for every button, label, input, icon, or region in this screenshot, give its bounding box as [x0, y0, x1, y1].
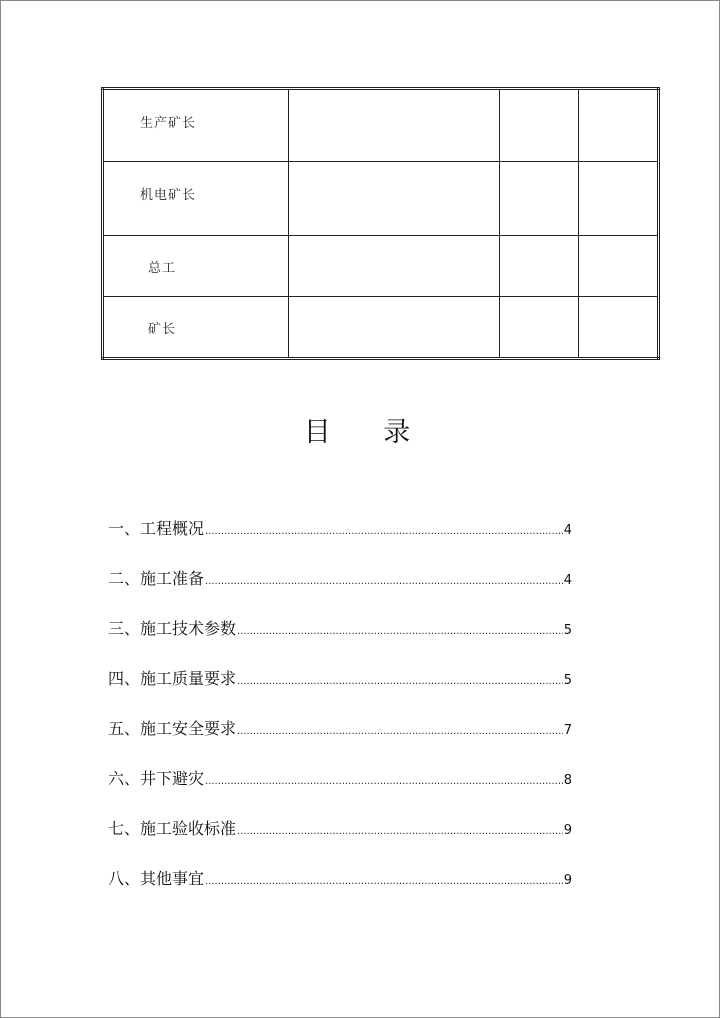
signature-cell [289, 89, 500, 162]
role-cell [103, 162, 289, 236]
date-cell [579, 236, 659, 297]
toc-entry[interactable] [108, 566, 572, 616]
table-row [103, 236, 659, 297]
toc-leader-dots [205, 576, 563, 587]
toc-entry[interactable] [108, 666, 572, 716]
toc-entry-page: 8 [563, 773, 572, 788]
toc-entry[interactable] [108, 516, 572, 566]
date-cell [579, 297, 659, 359]
toc-entry[interactable] [108, 716, 572, 766]
toc-leader-dots [237, 726, 563, 737]
opinion-cell [500, 89, 579, 162]
toc-leader-dots [205, 776, 563, 787]
role-cell [103, 297, 289, 359]
toc-entry[interactable] [108, 866, 572, 916]
toc-entry-label: 七、施工验收标准 [108, 819, 237, 838]
role-cell [103, 89, 289, 162]
opinion-cell [500, 162, 579, 236]
signature-cell [289, 297, 500, 359]
toc-entry-label: 三、施工技术参数 [108, 619, 237, 638]
role-label: 矿长 [148, 321, 177, 337]
toc-entry-label: 二、施工准备 [108, 569, 205, 588]
toc-entry-label: 四、施工质量要求 [108, 669, 237, 688]
table-of-contents [108, 516, 572, 916]
toc-entry-page: 9 [563, 823, 572, 838]
toc-title: 目 录 [303, 417, 433, 448]
toc-entry-page: 7 [563, 723, 572, 738]
toc-leader-dots [205, 876, 563, 887]
date-cell [579, 89, 659, 162]
toc-leader-dots [237, 626, 563, 637]
role-label: 生产矿长 [140, 116, 197, 131]
signature-cell [289, 236, 500, 297]
toc-entry-label: 八、其他事宜 [108, 869, 205, 888]
date-cell [579, 162, 659, 236]
table-row [103, 162, 659, 236]
toc-entry-label: 一、工程概况 [108, 519, 205, 538]
toc-entry[interactable] [108, 616, 572, 666]
toc-entry-page: 5 [563, 623, 572, 638]
toc-leader-dots [237, 826, 563, 837]
table-row [103, 297, 659, 359]
toc-leader-dots [205, 526, 563, 537]
opinion-cell [500, 297, 579, 359]
role-label: 总工 [148, 260, 177, 276]
toc-entry-page: 5 [563, 673, 572, 688]
signature-cell [289, 162, 500, 236]
toc-entry[interactable] [108, 766, 572, 816]
table-row [103, 89, 659, 162]
toc-leader-dots [237, 676, 563, 687]
toc-entry[interactable] [108, 816, 572, 866]
toc-entry-page: 9 [563, 873, 572, 888]
toc-entry-label: 六、井下避灾 [108, 769, 205, 788]
toc-entry-label: 五、施工安全要求 [108, 719, 237, 738]
role-label: 机电矿长 [140, 188, 197, 203]
role-cell [103, 236, 289, 297]
signature-table [101, 87, 660, 360]
opinion-cell [500, 236, 579, 297]
toc-entry-page: 4 [563, 573, 572, 588]
toc-entry-page: 4 [563, 523, 572, 538]
